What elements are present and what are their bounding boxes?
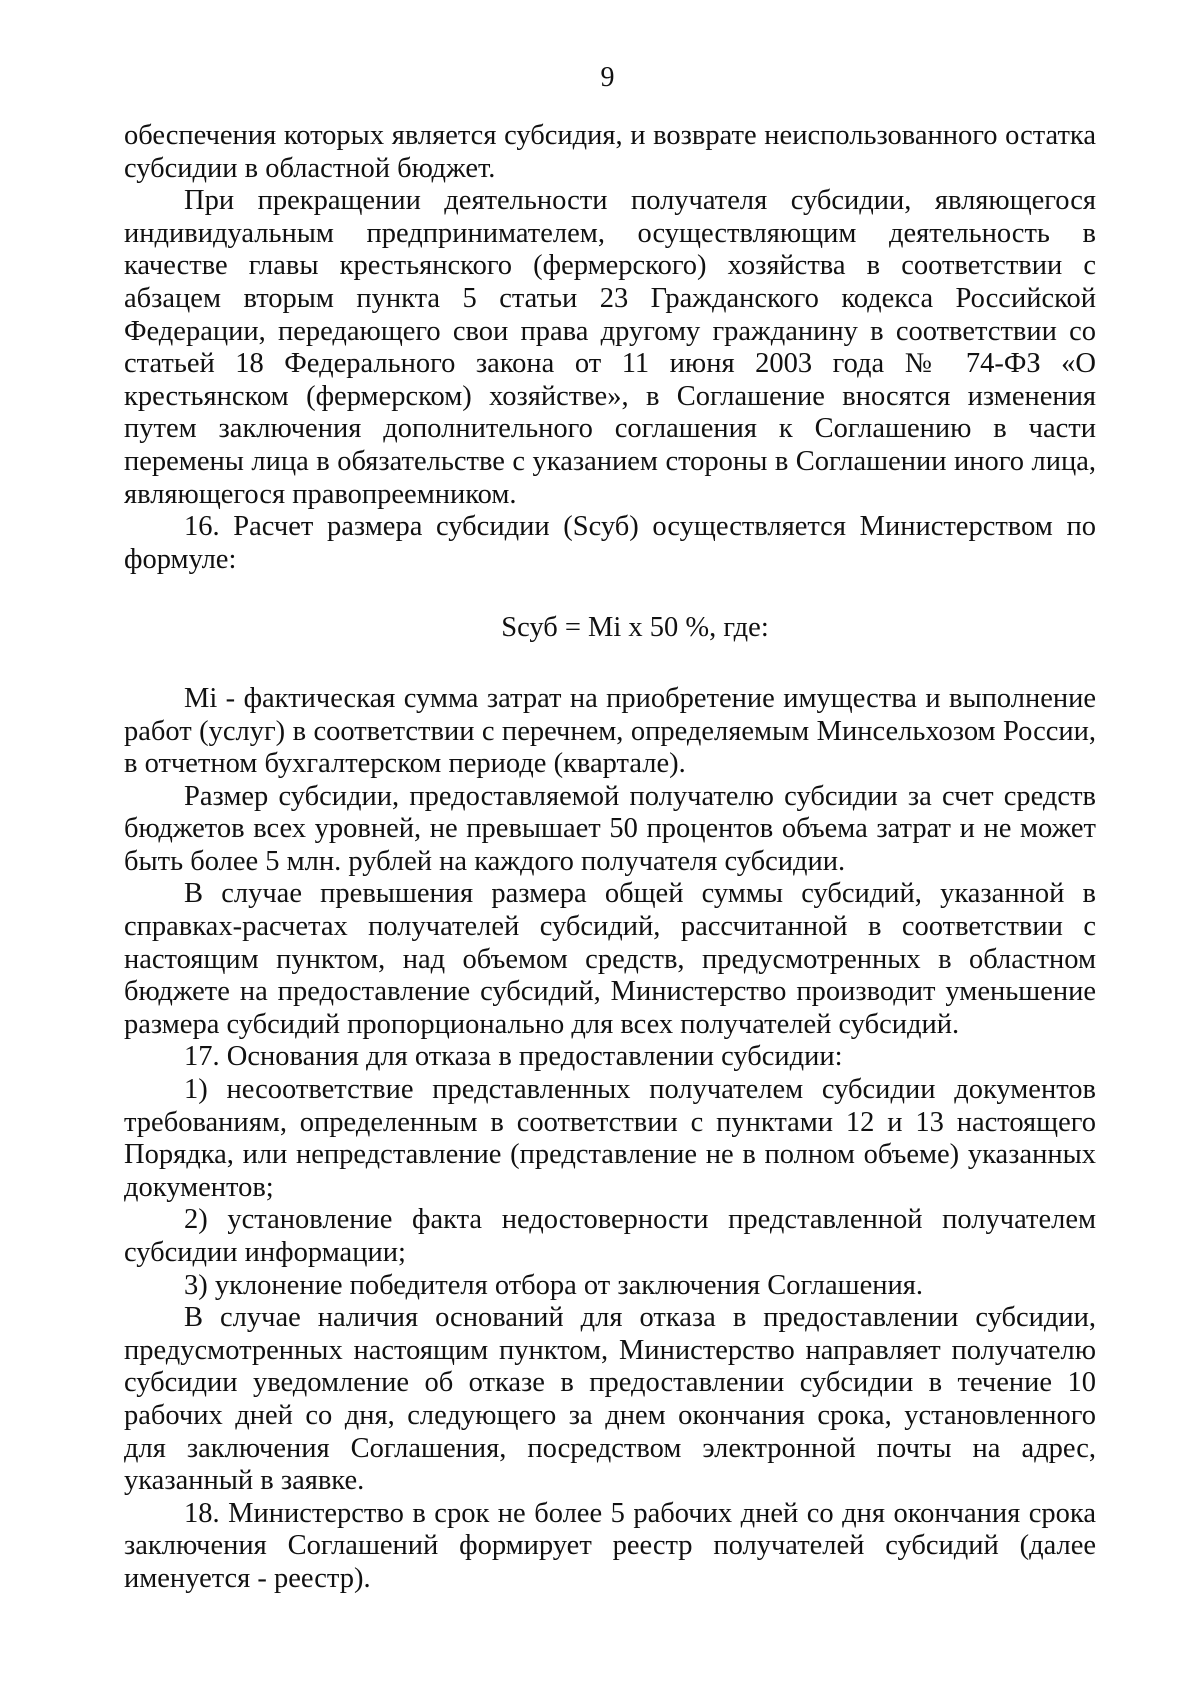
paragraph-mi-definition: Mi - фактическая сумма затрат на приобретение имущества и выполнение работ (услуг) в соответствии с перечнем, определяемым Минсельхозом России, в отчетном бухгалтерском периоде (квартале). (124, 682, 1096, 780)
paragraph-continuation: обеспечения которых является субсидия, и возврате неиспользованного остатка субсидии в областной бюджет. (124, 120, 1096, 184)
list-item-3: 3) уклонение победителя отбора от заключения Соглашения. (184, 1269, 923, 1301)
list-item-1: 1) несоответствие представленных получателем субсидии документов требованиям, определенным в соответствии с пунктами 12 и 13 настоящего Порядка, или непредставление (представление не в полном объеме) указанных документов; (124, 1074, 1096, 1203)
paragraph-item-17: 17. Основания для отказа в предоставлении субсидии: (184, 1041, 843, 1073)
list-item-2: 2) установление факта недостоверности представленной получателем субсидии информации; (124, 1204, 1096, 1268)
document-body (124, 120, 1096, 1596)
page-number: 9 (600, 62, 615, 93)
paragraph-item-16: 16. Расчет размера субсидии (Sсуб) осуществляется Министерством по формуле: (124, 511, 1096, 575)
paragraph-subsidy-size: Размер субсидии, предоставляемой получателю субсидии за счет средств бюджетов всех уровней, не превышает 50 процентов объема затрат и не может быть более 5 млн. рублей на каждого получателя субсидии. (124, 780, 1096, 877)
paragraph-refusal-notice: В случае наличия оснований для отказа в предоставлении субсидии, предусмотренных настоящим пунктом, Министерство направляет получателю субсидии уведомление об отказе в предоставлении субсидии в течение 10 рабочих дней со дня, следующего за днем окончания срока, установленного для заключения Соглашения, посредством электронной почты на адрес, указанный в заявке. (124, 1302, 1096, 1497)
subsidy-formula: Sсуб = Mi x 50 %, где: (501, 612, 769, 644)
paragraph-proportional-reduction: В случае превышения размера общей суммы субсидий, указанной в справках-расчетах получателей субсидий, рассчитанной в соответствии с настоящим пунктом, над объемом средств, предусмотренных в областном бюджете на предоставление субсидий, Министерство производит уменьшение размера субсидий пропорционально для всех получателей субсидий. (124, 878, 1096, 1040)
paragraph-termination-of-activity: При прекращении деятельности получателя субсидии, являющегося индивидуальным предпринимателем, осуществляющим деятельность в качестве главы крестьянского (фермерского) хозяйства в соответствии с абзацем вторым пункта 5 статьи 23 Гражданского кодекса Российской Федерации, передающего свои права другому гражданину в соответствии со статьей 18 Федерального закона от 11 июня 2003 года № 74-ФЗ «О крестьянском (фермерском) хозяйстве», в Соглашение вносятся изменения путем заключения дополнительного соглашения к Соглашению в части перемены лица в обязательстве с указанием стороны в Соглашении иного лица, являющегося правопреемником. (124, 185, 1096, 510)
paragraph-item-18: 18. Министерство в срок не более 5 рабочих дней со дня окончания срока заключения Соглашений формирует реестр получателей субсидий (далее именуется - реестр). (124, 1497, 1096, 1594)
